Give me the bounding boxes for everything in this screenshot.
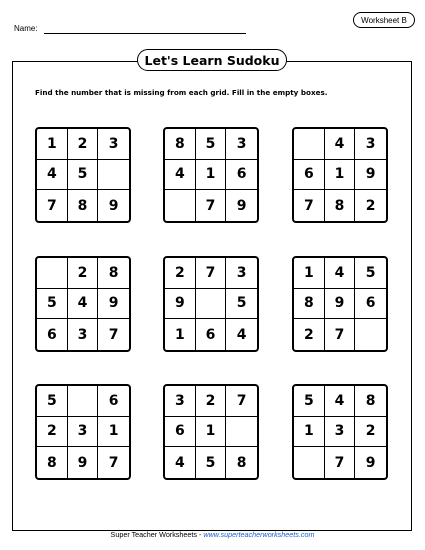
grid-cell: 5 [37,386,68,417]
grid-cell: 7 [108,454,119,471]
empty-answer-box[interactable] [37,258,68,289]
footer-brand: Super Teacher Worksheets [110,530,197,539]
empty-answer-box[interactable] [165,190,196,221]
grid-cell: 6 [196,319,227,350]
grid-cell: 3 [226,129,257,160]
grid-cell: 7 [196,258,227,289]
grid-cell: 5 [294,386,325,417]
grid-cell: 5 [37,289,68,320]
grid-cell: 9 [365,454,376,471]
sudoku-grid-1 [35,127,131,223]
empty-answer-box[interactable] [226,417,257,448]
grid-cell: 4 [165,447,196,478]
grid-cell: 8 [236,454,247,471]
empty-answer-box[interactable] [98,160,129,191]
grid-cell: 7 [325,319,356,350]
grid-cell: 7 [108,326,119,343]
grid-cell: 7 [226,386,257,417]
page-title: Let's Learn Sudoku [137,49,287,71]
grid-cell: 7 [325,447,356,478]
empty-answer-box[interactable] [355,319,386,350]
grid-cell: 2 [68,258,99,289]
grid-cell: 4 [325,129,356,160]
grid-cell: 8 [294,289,325,320]
grid-cell: 3 [325,417,356,448]
sudoku-grid-7 [35,384,131,480]
sudoku-grid-9 [292,384,388,480]
grid-cell: 2 [165,258,196,289]
grid-cell: 8 [355,386,386,417]
grid-cell: 5 [226,289,257,320]
sudoku-grid-8 [163,384,259,480]
grid-cell: 5 [68,160,99,191]
grid-cell: 3 [68,417,99,448]
grid-cell: 1 [196,417,227,448]
grid-cell: 5 [355,258,386,289]
grid-cell: 1 [37,129,68,160]
grid-cell: 4 [165,160,196,191]
grid-cell: 7 [294,190,325,221]
sudoku-grid-2 [163,127,259,223]
instructions: Find the number that is missing from each grid. Fill in the empty boxes. [35,88,328,97]
grid-cell: 3 [355,129,386,160]
grid-cell: 8 [98,258,129,289]
grid-cell: 6 [165,417,196,448]
empty-answer-box[interactable] [294,447,325,478]
grid-cell: 3 [68,319,99,350]
grid-cell: 7 [37,190,68,221]
footer-url-link[interactable]: www.superteacherworksheets.com [203,530,315,539]
grid-cell: 4 [37,160,68,191]
grid-cell: 4 [68,289,99,320]
sudoku-grid-6 [292,256,388,352]
grid-cell: 5 [196,129,227,160]
grid-cell: 9 [325,289,356,320]
grid-cell: 3 [226,258,257,289]
grid-cell: 8 [165,129,196,160]
grid-cell: 2 [37,417,68,448]
grid-cell: 1 [325,160,356,191]
grid-cell: 4 [325,258,356,289]
grid-cell: 9 [68,447,99,478]
grid-cell: 1 [294,417,325,448]
footer [0,530,425,539]
grid-cell: 1 [196,160,227,191]
grid-cell: 5 [196,447,227,478]
grid-cell: 9 [355,160,386,191]
grid-cell: 6 [226,160,257,191]
empty-answer-box[interactable] [68,386,99,417]
grid-cell: 9 [108,197,119,214]
grid-cell: 2 [365,197,376,214]
grid-cell: 8 [68,190,99,221]
grid-cell: 3 [165,386,196,417]
grid-cell: 8 [37,447,68,478]
grid-cell: 4 [236,326,247,343]
grid-cell: 2 [196,386,227,417]
sudoku-grid-3 [292,127,388,223]
grid-cell: 9 [98,289,129,320]
worksheet-badge: Worksheet B [353,12,415,28]
empty-answer-box[interactable] [196,289,227,320]
grid-cell: 2 [68,129,99,160]
grid-cell: 1 [294,258,325,289]
name-write-line[interactable] [44,33,246,34]
footer-separator: - [196,530,204,539]
grid-cell: 1 [98,417,129,448]
sudoku-grid-4 [35,256,131,352]
grid-cell: 3 [98,129,129,160]
empty-answer-box[interactable] [294,129,325,160]
grid-cell: 8 [325,190,356,221]
grid-cell: 6 [98,386,129,417]
grid-cell: 9 [236,197,247,214]
sudoku-grid-5 [163,256,259,352]
name-label: Name: [14,24,38,33]
grid-cell: 7 [196,190,227,221]
grid-cell: 2 [355,417,386,448]
grid-cell: 1 [165,319,196,350]
grid-cell: 9 [165,289,196,320]
grid-cell: 6 [37,319,68,350]
grid-cell: 2 [294,319,325,350]
grid-cell: 6 [294,160,325,191]
grid-cell: 6 [355,289,386,320]
grid-cell: 4 [325,386,356,417]
